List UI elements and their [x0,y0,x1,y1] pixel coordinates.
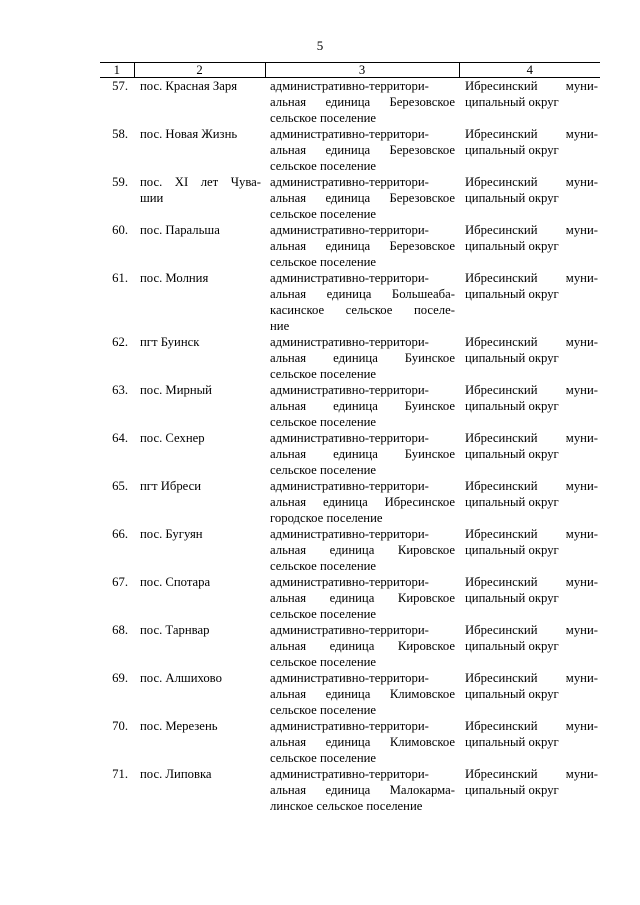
table-row [100,718,600,766]
administrative-unit-line: сельское поселение [270,111,377,125]
settlement-name [134,622,265,670]
table-header [100,63,600,78]
administrative-unit-line: административно-территори- [270,623,429,637]
row-number: 60. [112,223,128,237]
administrative-unit-line: альная единица Ибресинское [270,495,455,509]
settlement-name-line: пос. Бугуян [140,527,203,541]
municipal-district [459,670,600,718]
settlement-name-line: пос. Мирный [140,383,212,397]
administrative-unit-line: альная единица Буинское [270,447,455,461]
row-number: 62. [112,335,128,349]
municipal-district-line: Ибресинский муни- [465,335,598,349]
municipal-district-line: ципальный округ [465,95,559,109]
settlement-name-line: пос. Мерезень [140,719,218,733]
administrative-unit [265,174,459,222]
municipal-district-line: Ибресинский муни- [465,671,598,685]
row-number: 66. [112,527,128,541]
administrative-unit-line: административно-территори- [270,127,429,141]
row-number: 69. [112,671,128,685]
administrative-unit [265,718,459,766]
municipal-district [459,766,600,814]
table-row [100,270,600,334]
administrative-unit-line: сельское поселение [270,255,377,269]
administrative-unit-line: альная единица Березовское [270,239,455,253]
settlement-name-line: пгт Ибреси [140,479,202,493]
row-number: 63. [112,383,128,397]
administrative-unit-line: альная единица Буинское [270,351,455,365]
municipal-district-line: ципальный округ [465,447,559,461]
administrative-unit-line: альная единица Большеаба- [270,287,455,301]
table-row [100,766,600,814]
row-number: 70. [112,719,128,733]
settlement-name [134,222,265,270]
administrative-unit-line: сельское поселение [270,159,377,173]
administrative-unit-line: административно-территори- [270,527,429,541]
municipal-district-line: Ибресинский муни- [465,383,598,397]
settlement-name [134,670,265,718]
administrative-unit-line: административно-территори- [270,431,429,445]
administrative-unit-line: сельское поселение [270,703,377,717]
administrative-unit-line: альная единица Климовское [270,735,455,749]
settlement-name [134,174,265,222]
row-number: 71. [112,767,128,781]
settlement-name-line: пос. XI лет Чува- [140,175,261,189]
row-number: 67. [112,575,128,589]
municipal-district-line: ципальный округ [465,143,559,157]
row-number: 59. [112,175,128,189]
municipal-district-line: ципальный округ [465,735,559,749]
administrative-unit-line: сельское поселение [270,655,377,669]
administrative-unit-line: административно-территори- [270,271,429,285]
settlement-name-line: пос. Сехнер [140,431,205,445]
administrative-unit-line: альная единица Кировское [270,639,455,653]
administrative-unit-line: альная единица Малокармa- [270,783,455,797]
administrative-unit [265,382,459,430]
column-header-4: 4 [459,63,600,78]
settlement-name-line: пос. Тарнвар [140,623,210,637]
row-number: 58. [112,127,128,141]
municipal-district [459,78,600,127]
administrative-unit-line: сельское поселение [270,207,377,221]
municipal-district-line: ципальный округ [465,591,559,605]
row-number: 64. [112,431,128,445]
settlement-name [134,430,265,478]
settlement-name-line: пос. Липовка [140,767,212,781]
administrative-unit [265,126,459,174]
settlement-name-line: пгт Буинск [140,335,200,349]
settlement-name-line: пос. Паральша [140,223,220,237]
administrative-unit-line: административно-территори- [270,175,429,189]
administrative-unit-line: ние [270,319,290,333]
header-row [100,63,600,78]
column-header-3: 3 [265,63,459,78]
table-body [100,78,600,815]
settlement-name-line: пос. Молния [140,271,209,285]
table-row [100,222,600,270]
settlement-name-line: пос. Спотара [140,575,211,589]
administrative-unit-line: альная единица Климовское [270,687,455,701]
municipal-district-line: ципальный округ [465,687,559,701]
table-row [100,526,600,574]
municipal-district [459,126,600,174]
municipal-district-line: Ибресинский муни- [465,527,598,541]
municipal-district-line: ципальный округ [465,783,559,797]
table-row [100,478,600,526]
municipal-district [459,478,600,526]
municipal-district-line: ципальный округ [465,639,559,653]
administrative-unit [265,766,459,814]
municipal-district-line: ципальный округ [465,399,559,413]
administrative-unit-line: линское сельское поселение [270,799,423,813]
administrative-unit [265,430,459,478]
table-row [100,334,600,382]
municipal-district [459,270,600,334]
administrative-unit [265,526,459,574]
row-number: 57. [112,79,128,93]
municipal-district-line: ципальный округ [465,239,559,253]
administrative-unit-line: сельское поселение [270,559,377,573]
municipal-district-line: ципальный округ [465,191,559,205]
administrative-unit [265,270,459,334]
municipal-district [459,222,600,270]
administrative-unit [265,222,459,270]
municipal-district [459,718,600,766]
municipal-district-line: ципальный округ [465,287,559,301]
table-row [100,430,600,478]
municipal-district [459,174,600,222]
settlement-name [134,382,265,430]
administrative-unit-line: сельское поселение [270,463,377,477]
administrative-unit-line: сельское поселение [270,367,377,381]
municipal-district-line: Ибресинский муни- [465,79,598,93]
administrative-unit-line: альная единица Буинское [270,399,455,413]
administrative-unit-line: городское поселение [270,511,383,525]
municipal-district-line: Ибресинский муни- [465,479,598,493]
municipal-district-line: Ибресинский муни- [465,719,598,733]
administrative-unit-line: административно-территори- [270,575,429,589]
administrative-unit-line: сельское поселение [270,751,377,765]
settlement-name-line: шии [140,191,164,205]
table-row [100,622,600,670]
municipal-district-line: ципальный округ [465,543,559,557]
settlement-name-line: пос. Красная Заря [140,79,238,93]
settlement-name [134,526,265,574]
row-number: 68. [112,623,128,637]
column-header-2: 2 [134,63,265,78]
settlement-name-line: пос. Новая Жизнь [140,127,238,141]
administrative-unit-line: административно-территори- [270,671,429,685]
settlement-name [134,126,265,174]
row-number: 61. [112,271,128,285]
municipal-district [459,526,600,574]
administrative-unit-line: альная единица Березовское [270,191,455,205]
municipal-district-line: Ибресинский муни- [465,431,598,445]
municipal-district-line: Ибресинский муни- [465,175,598,189]
municipal-district [459,334,600,382]
settlement-name [134,78,265,127]
administrative-unit-line: административно-территори- [270,767,429,781]
table-row [100,78,600,127]
settlement-name-line: пос. Алшихово [140,671,222,685]
settlement-name [134,574,265,622]
administrative-unit-line: альная единица Березовское [270,95,455,109]
administrative-unit-line: сельское поселение [270,415,377,429]
table-row [100,382,600,430]
table-row [100,126,600,174]
administrative-unit-line: сельское поселение [270,607,377,621]
table-row [100,670,600,718]
administrative-unit [265,670,459,718]
administrative-unit [265,622,459,670]
administrative-unit-line: альная единица Кировское [270,591,455,605]
administrative-unit [265,78,459,127]
administrative-unit-line: административно-территори- [270,479,429,493]
municipal-district-line: ципальный округ [465,495,559,509]
administrative-unit [265,574,459,622]
settlement-name [134,718,265,766]
administrative-unit [265,478,459,526]
administrative-unit-line: альная единица Березовское [270,143,455,157]
municipal-district [459,382,600,430]
municipal-district-line: Ибресинский муни- [465,575,598,589]
row-number: 65. [112,479,128,493]
municipal-district-line: ципальный округ [465,351,559,365]
municipal-district-line: Ибресинский муни- [465,127,598,141]
column-header-1: 1 [100,63,134,78]
municipal-district-line: Ибресинский муни- [465,223,598,237]
municipal-district-line: Ибресинский муни- [465,767,598,781]
municipal-district [459,430,600,478]
settlements-table [100,62,600,814]
administrative-unit-line: альная единица Кировское [270,543,455,557]
page-number: 5 [316,38,324,53]
administrative-unit-line: административно-территори- [270,719,429,733]
municipal-district [459,622,600,670]
table-row [100,174,600,222]
administrative-unit [265,334,459,382]
administrative-unit-line: административно-территори- [270,223,429,237]
administrative-unit-line: касинское сельское поселе- [270,303,455,317]
municipal-district [459,574,600,622]
municipal-district-line: Ибресинский муни- [465,271,598,285]
settlement-name [134,478,265,526]
administrative-unit-line: административно-территори- [270,335,429,349]
settlement-name [134,270,265,334]
table-row [100,574,600,622]
municipal-district-line: Ибресинский муни- [465,623,598,637]
settlement-name [134,766,265,814]
administrative-unit-line: административно-территори- [270,79,429,93]
settlement-name [134,334,265,382]
administrative-unit-line: административно-территори- [270,383,429,397]
